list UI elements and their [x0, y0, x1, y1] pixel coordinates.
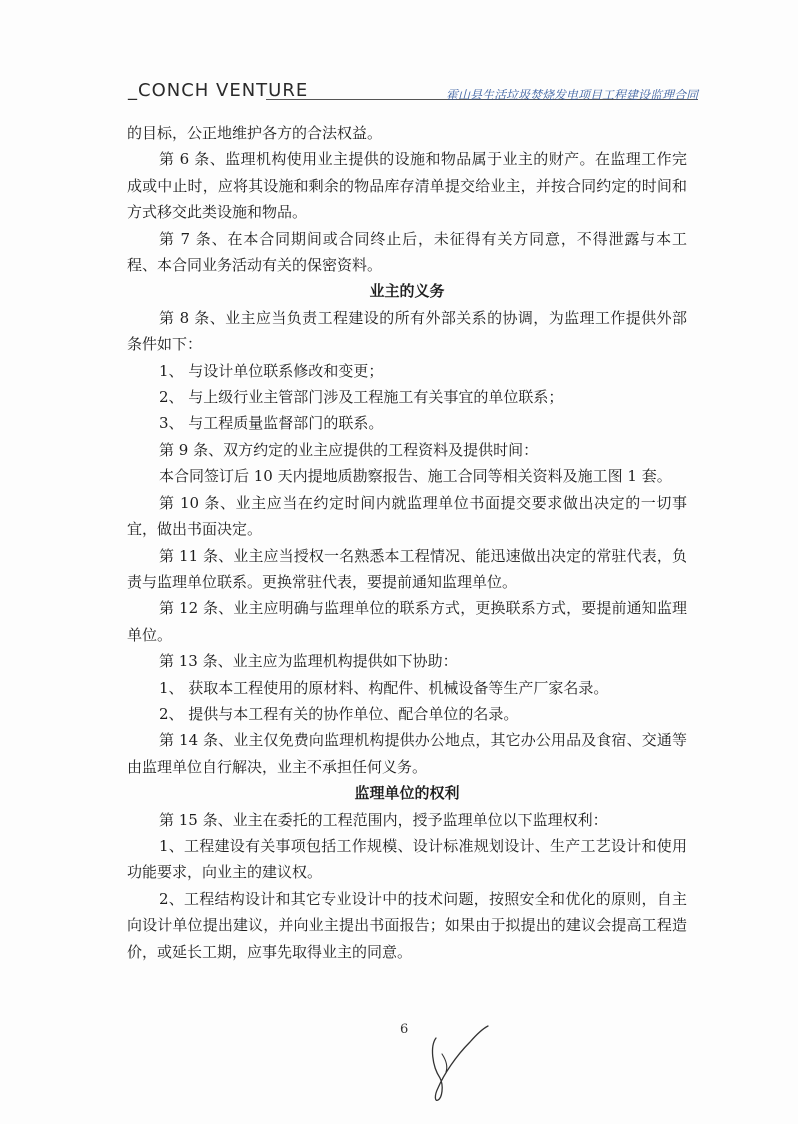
paragraph: 本合同签订后 10 天内提地质勘察报告、施工合同等相关资料及施工图 1 套。	[159, 467, 672, 486]
section-heading: 业主的义务	[369, 282, 445, 301]
paragraph: 第 6 条、监理机构使用业主提供的设施和物品属于业主的财产。在监理工作完成或中止时，应将其设施和剩余的物品库存清单提交给业主，并按合同约定的时间和方式移交此类设施和物品。	[127, 150, 687, 222]
handwritten-signature	[422, 1016, 492, 1106]
paragraph: 第 15 条、业主在委托的工程范围内，授予监理单位以下监理权利：	[159, 810, 608, 829]
paragraph: 第 12 条、业主应明确与监理单位的联系方式，更换联系方式，要提前通知监理单位。	[127, 599, 687, 644]
page-number: 6	[400, 1022, 409, 1037]
document-body	[127, 120, 687, 965]
section-heading: 监理单位的权利	[354, 784, 460, 803]
list-item: 1、 与设计单位联系修改和变更；	[159, 361, 384, 380]
company-logo: _CONCH VENTURE	[128, 80, 309, 101]
paragraph: 第 8 条、业主应当负责工程建设的所有外部关系的协调，为监理工作提供外部条件如下：	[127, 308, 687, 354]
list-item: 2、 与上级行业主管部门涉及工程施工有关事宜的单位联系；	[159, 388, 564, 407]
paragraph: 的目标，公正地维护各方的合法权益。	[127, 124, 383, 142]
list-item: 2、 提供与本工程有关的协作单位、配合单位的名录。	[159, 704, 519, 723]
page-header	[128, 78, 698, 108]
paragraph: 1、工程建设有关事项包括工作规模、设计标准规划设计、生产工艺设计和使用功能要求，向业主的建议权。	[127, 836, 687, 882]
paragraph: 第 14 条、业主仅免费向监理机构提供办公地点，其它办公用品及食宿、交通等由监理单位自行解决，业主不承担任何义务。	[127, 731, 687, 776]
paragraph: 第 13 条、业主应为监理机构提供如下协助：	[159, 652, 458, 671]
paragraph: 2、工程结构设计和其它专业设计中的技术问题，按照安全和优化的原则，自主向设计单位提出建议，并向业主提出书面报告；如果由于拟提出的建议会提高工程造价，或延长工期，应事先取得业主的同意。	[127, 889, 687, 961]
list-item: 3、 与工程质量监督部门的联系。	[159, 414, 384, 433]
paragraph: 第 11 条、业主应当授权一名熟悉本工程情况、能迅速做出决定的常驻代表，负责与监理单位联系。更换常驻代表，要提前通知监理单位。	[127, 546, 687, 591]
paragraph: 第 10 条、业主应当在约定时间内就监理单位书面提交要求做出决定的一切事宜，做出书面决定。	[127, 493, 687, 539]
list-item: 1、 获取本工程使用的原材料、构配件、机械设备等生产厂家名录。	[159, 678, 609, 697]
paragraph: 第 7 条、在本合同期间或合同终止后，未征得有关方同意，不得泄露与本工程、本合同业务活动有关的保密资料。	[127, 229, 687, 275]
paragraph: 第 9 条、双方约定的业主应提供的工程资料及提供时间：	[159, 440, 539, 459]
header-title: 霍山县生活垃圾焚烧发电项目工程建设监理合同	[445, 88, 698, 102]
